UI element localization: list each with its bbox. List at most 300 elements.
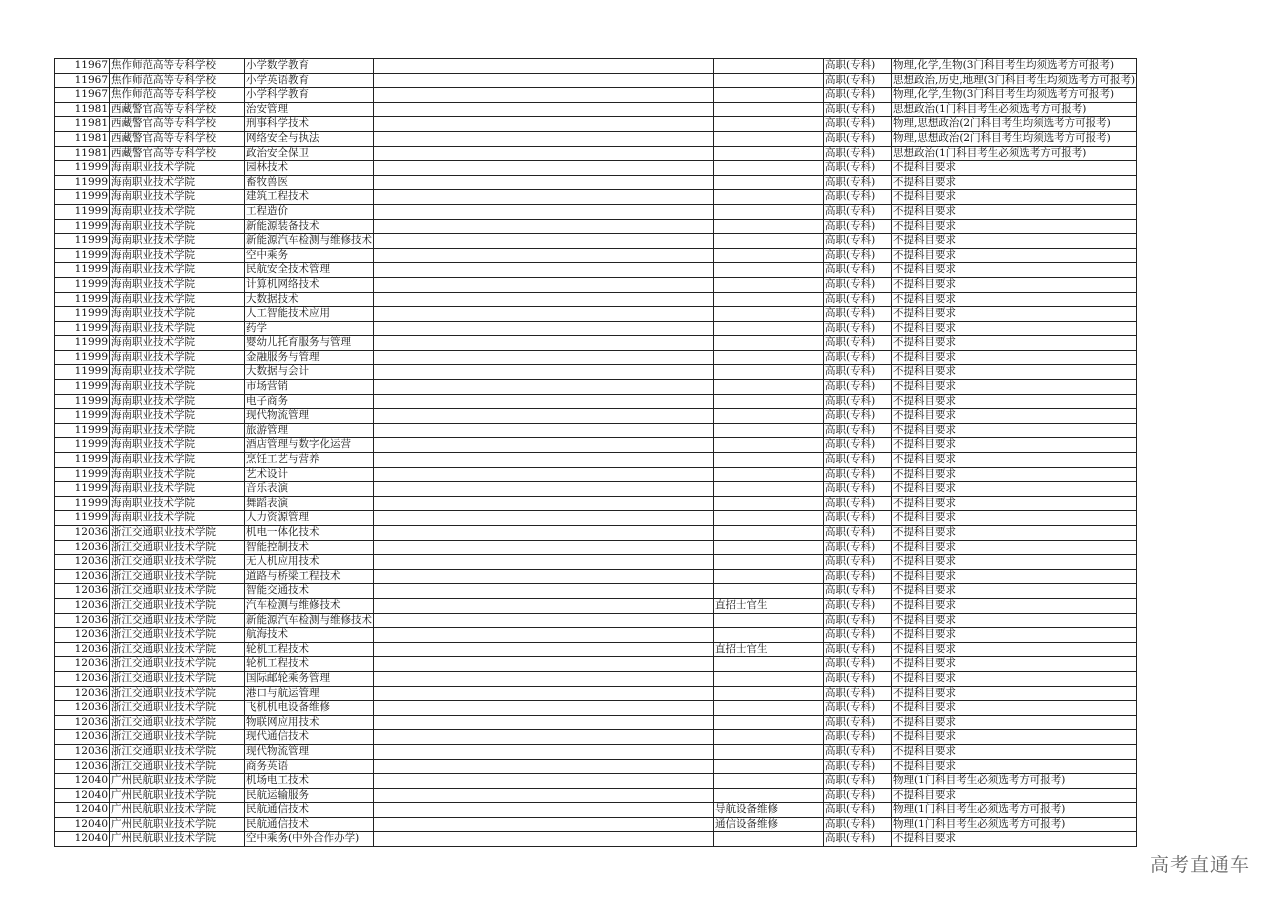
blank-cell [374,511,714,526]
note-cell [714,292,824,307]
blank-cell [374,73,714,88]
note-cell [714,540,824,555]
note-cell [714,482,824,497]
blank-cell [374,832,714,847]
major-name-cell: 机场电工技术 [245,774,374,789]
level-cell: 高职(专科) [824,526,892,541]
school-code-cell: 12036 [55,569,110,584]
table-row [55,642,1137,657]
level-cell: 高职(专科) [824,730,892,745]
school-code-cell: 11999 [55,423,110,438]
blank-cell [374,102,714,117]
school-code-cell: 12036 [55,598,110,613]
level-cell: 高职(专科) [824,131,892,146]
blank-cell [374,117,714,132]
major-name-cell: 民航通信技术 [245,803,374,818]
blank-cell [374,467,714,482]
subject-requirement-cell: 不提科目要求 [892,321,1137,336]
note-cell [714,496,824,511]
blank-cell [374,715,714,730]
major-name-cell: 轮机工程技术 [245,642,374,657]
school-name-cell: 海南职业技术学院 [110,175,245,190]
blank-cell [374,350,714,365]
major-name-cell: 舞蹈表演 [245,496,374,511]
note-cell [714,453,824,468]
subject-requirement-cell: 不提科目要求 [892,642,1137,657]
school-name-cell: 海南职业技术学院 [110,394,245,409]
subject-requirement-cell: 不提科目要求 [892,628,1137,643]
table-row [55,292,1137,307]
school-code-cell: 12036 [55,642,110,657]
school-code-cell: 11999 [55,511,110,526]
note-cell [714,409,824,424]
blank-cell [374,598,714,613]
note-cell [714,730,824,745]
school-name-cell: 浙江交通职业技术学院 [110,642,245,657]
major-name-cell: 旅游管理 [245,423,374,438]
note-cell [714,394,824,409]
table-row [55,686,1137,701]
school-code-cell: 12036 [55,671,110,686]
subject-requirement-cell: 不提科目要求 [892,394,1137,409]
school-code-cell: 11999 [55,277,110,292]
table-row [55,817,1137,832]
level-cell: 高职(专科) [824,175,892,190]
school-code-cell: 11999 [55,263,110,278]
major-name-cell: 轮机工程技术 [245,657,374,672]
subject-requirement-cell: 不提科目要求 [892,336,1137,351]
school-code-cell: 12036 [55,555,110,570]
major-name-cell: 无人机应用技术 [245,555,374,570]
table-row [55,526,1137,541]
subject-requirement-cell: 不提科目要求 [892,832,1137,847]
school-name-cell: 海南职业技术学院 [110,365,245,380]
table-row [55,438,1137,453]
note-cell [714,336,824,351]
table-row [55,190,1137,205]
level-cell: 高职(专科) [824,438,892,453]
school-code-cell: 11999 [55,496,110,511]
note-cell [714,832,824,847]
note-cell [714,321,824,336]
subject-requirement-cell: 不提科目要求 [892,657,1137,672]
school-name-cell: 海南职业技术学院 [110,453,245,468]
blank-cell [374,759,714,774]
school-name-cell: 广州民航职业技术学院 [110,817,245,832]
blank-cell [374,248,714,263]
level-cell: 高职(专科) [824,701,892,716]
school-code-cell: 11967 [55,88,110,103]
blank-cell [374,584,714,599]
note-cell [714,671,824,686]
blank-cell [374,555,714,570]
major-name-cell: 道路与桥梁工程技术 [245,569,374,584]
school-name-cell: 焦作师范高等专科学校 [110,59,245,74]
blank-cell [374,482,714,497]
note-cell [714,350,824,365]
note-cell [714,73,824,88]
blank-cell [374,613,714,628]
school-code-cell: 12036 [55,526,110,541]
note-cell [714,555,824,570]
subject-requirement-cell: 物理(1门科目考生必须选考方可报考) [892,774,1137,789]
school-name-cell: 浙江交通职业技术学院 [110,715,245,730]
level-cell: 高职(专科) [824,263,892,278]
school-name-cell: 焦作师范高等专科学校 [110,73,245,88]
major-name-cell: 机电一体化技术 [245,526,374,541]
note-cell [714,423,824,438]
note-cell [714,88,824,103]
blank-cell [374,380,714,395]
table-row [55,365,1137,380]
table-row [55,102,1137,117]
note-cell [714,569,824,584]
level-cell: 高职(专科) [824,671,892,686]
school-name-cell: 浙江交通职业技术学院 [110,701,245,716]
blank-cell [374,642,714,657]
subject-requirement-cell: 不提科目要求 [892,350,1137,365]
school-code-cell: 12036 [55,701,110,716]
school-code-cell: 11999 [55,350,110,365]
note-cell [714,161,824,176]
major-name-cell: 大数据与会计 [245,365,374,380]
school-name-cell: 浙江交通职业技术学院 [110,569,245,584]
note-cell [714,438,824,453]
note-cell [714,204,824,219]
subject-requirement-cell: 物理(1门科目考生必须选考方可报考) [892,817,1137,832]
blank-cell [374,292,714,307]
major-name-cell: 商务英语 [245,759,374,774]
level-cell: 高职(专科) [824,365,892,380]
level-cell: 高职(专科) [824,190,892,205]
major-name-cell: 民航安全技术管理 [245,263,374,278]
major-name-cell: 汽车检测与维修技术 [245,598,374,613]
table-row [55,803,1137,818]
subject-requirement-cell: 不提科目要求 [892,292,1137,307]
note-cell [714,102,824,117]
school-name-cell: 浙江交通职业技术学院 [110,598,245,613]
blank-cell [374,744,714,759]
blank-cell [374,423,714,438]
major-name-cell: 民航通信技术 [245,817,374,832]
level-cell: 高职(专科) [824,744,892,759]
watermark-text: 高考直通车 [1149,854,1250,876]
major-name-cell: 国际邮轮乘务管理 [245,671,374,686]
major-name-cell: 畜牧兽医 [245,175,374,190]
blank-cell [374,628,714,643]
level-cell: 高职(专科) [824,423,892,438]
school-name-cell: 浙江交通职业技术学院 [110,526,245,541]
school-code-cell: 11999 [55,409,110,424]
table-row [55,277,1137,292]
note-cell [714,744,824,759]
note-cell [714,365,824,380]
level-cell: 高职(专科) [824,292,892,307]
school-name-cell: 海南职业技术学院 [110,234,245,249]
table-row [55,117,1137,132]
school-code-cell: 12036 [55,759,110,774]
school-name-cell: 海南职业技术学院 [110,307,245,322]
subject-requirement-cell: 不提科目要求 [892,584,1137,599]
school-name-cell: 海南职业技术学院 [110,423,245,438]
major-name-cell: 现代物流管理 [245,744,374,759]
blank-cell [374,788,714,803]
level-cell: 高职(专科) [824,657,892,672]
note-cell [714,380,824,395]
subject-requirement-cell: 不提科目要求 [892,467,1137,482]
subject-requirement-cell: 不提科目要求 [892,496,1137,511]
school-name-cell: 海南职业技术学院 [110,350,245,365]
note-cell [714,467,824,482]
school-code-cell: 12036 [55,744,110,759]
level-cell: 高职(专科) [824,234,892,249]
blank-cell [374,817,714,832]
school-code-cell: 11981 [55,146,110,161]
blank-cell [374,438,714,453]
level-cell: 高职(专科) [824,774,892,789]
major-name-cell: 药学 [245,321,374,336]
subject-requirement-cell: 不提科目要求 [892,701,1137,716]
school-code-cell: 11999 [55,380,110,395]
level-cell: 高职(专科) [824,788,892,803]
subject-requirement-cell: 不提科目要求 [892,759,1137,774]
school-code-cell: 12040 [55,803,110,818]
subject-requirement-cell: 不提科目要求 [892,569,1137,584]
major-name-cell: 音乐表演 [245,482,374,497]
blank-cell [374,277,714,292]
school-name-cell: 浙江交通职业技术学院 [110,671,245,686]
note-cell [714,131,824,146]
subject-requirement-cell: 物理,思想政治(2门科目考生均须选考方可报考) [892,131,1137,146]
table-row [55,263,1137,278]
level-cell: 高职(专科) [824,336,892,351]
school-code-cell: 11999 [55,394,110,409]
note-cell [714,307,824,322]
level-cell: 高职(专科) [824,598,892,613]
blank-cell [374,496,714,511]
level-cell: 高职(专科) [824,59,892,74]
major-name-cell: 现代物流管理 [245,409,374,424]
subject-requirement-cell: 不提科目要求 [892,380,1137,395]
school-name-cell: 西藏警官高等专科学校 [110,131,245,146]
table-row [55,774,1137,789]
table-row [55,701,1137,716]
enrollment-requirements-table [54,58,1137,847]
level-cell: 高职(专科) [824,628,892,643]
school-name-cell: 西藏警官高等专科学校 [110,117,245,132]
school-name-cell: 广州民航职业技术学院 [110,788,245,803]
subject-requirement-cell: 物理,化学,生物(3门科目考生均须选考方可报考) [892,88,1137,103]
note-cell [714,219,824,234]
subject-requirement-cell: 思想政治,历史,地理(3门科目考生均须选考方可报考) [892,73,1137,88]
major-name-cell: 治安管理 [245,102,374,117]
subject-requirement-cell: 不提科目要求 [892,613,1137,628]
school-code-cell: 11999 [55,204,110,219]
blank-cell [374,730,714,745]
table-row [55,321,1137,336]
major-name-cell: 刑事科学技术 [245,117,374,132]
table-row [55,204,1137,219]
level-cell: 高职(专科) [824,715,892,730]
school-code-cell: 11981 [55,131,110,146]
level-cell: 高职(专科) [824,569,892,584]
major-name-cell: 网络安全与执法 [245,131,374,146]
level-cell: 高职(专科) [824,613,892,628]
major-name-cell: 电子商务 [245,394,374,409]
school-code-cell: 12036 [55,657,110,672]
school-code-cell: 12036 [55,613,110,628]
level-cell: 高职(专科) [824,409,892,424]
note-cell [714,774,824,789]
school-name-cell: 海南职业技术学院 [110,190,245,205]
note-cell [714,657,824,672]
major-name-cell: 新能源装备技术 [245,219,374,234]
major-name-cell: 建筑工程技术 [245,190,374,205]
school-name-cell: 西藏警官高等专科学校 [110,102,245,117]
subject-requirement-cell: 思想政治(1门科目考生必须选考方可报考) [892,102,1137,117]
table-row [55,657,1137,672]
major-name-cell: 新能源汽车检测与维修技术 [245,613,374,628]
major-name-cell: 人工智能技术应用 [245,307,374,322]
table-row [55,482,1137,497]
table-row [55,336,1137,351]
table-row [55,788,1137,803]
school-code-cell: 11981 [55,117,110,132]
note-cell [714,117,824,132]
school-code-cell: 11999 [55,175,110,190]
school-code-cell: 11967 [55,73,110,88]
school-code-cell: 11967 [55,59,110,74]
subject-requirement-cell: 不提科目要求 [892,788,1137,803]
subject-requirement-cell: 不提科目要求 [892,234,1137,249]
subject-requirement-cell: 不提科目要求 [892,365,1137,380]
table-row [55,234,1137,249]
note-cell [714,526,824,541]
major-name-cell: 大数据技术 [245,292,374,307]
table-row [55,423,1137,438]
table-row [55,394,1137,409]
level-cell: 高职(专科) [824,642,892,657]
school-code-cell: 12036 [55,715,110,730]
subject-requirement-cell: 不提科目要求 [892,686,1137,701]
subject-requirement-cell: 不提科目要求 [892,482,1137,497]
note-cell [714,715,824,730]
table-body [55,59,1137,847]
note-cell [714,584,824,599]
school-name-cell: 浙江交通职业技术学院 [110,730,245,745]
blank-cell [374,365,714,380]
school-code-cell: 12040 [55,817,110,832]
note-cell [714,146,824,161]
note-cell [714,701,824,716]
level-cell: 高职(专科) [824,759,892,774]
note-cell [714,628,824,643]
subject-requirement-cell: 不提科目要求 [892,453,1137,468]
table-row [55,511,1137,526]
school-name-cell: 浙江交通职业技术学院 [110,657,245,672]
table-row [55,380,1137,395]
major-name-cell: 酒店管理与数字化运营 [245,438,374,453]
level-cell: 高职(专科) [824,496,892,511]
subject-requirement-cell: 不提科目要求 [892,671,1137,686]
blank-cell [374,453,714,468]
table-row [55,628,1137,643]
major-name-cell: 烹饪工艺与营养 [245,453,374,468]
school-code-cell: 11999 [55,365,110,380]
subject-requirement-cell: 不提科目要求 [892,715,1137,730]
level-cell: 高职(专科) [824,204,892,219]
blank-cell [374,263,714,278]
table-row [55,671,1137,686]
major-name-cell: 小学英语教育 [245,73,374,88]
major-name-cell: 智能控制技术 [245,540,374,555]
blank-cell [374,234,714,249]
school-code-cell: 11999 [55,161,110,176]
level-cell: 高职(专科) [824,511,892,526]
school-name-cell: 海南职业技术学院 [110,438,245,453]
blank-cell [374,321,714,336]
blank-cell [374,219,714,234]
blank-cell [374,175,714,190]
level-cell: 高职(专科) [824,584,892,599]
note-cell [714,788,824,803]
school-name-cell: 海南职业技术学院 [110,380,245,395]
school-name-cell: 浙江交通职业技术学院 [110,628,245,643]
table-row [55,598,1137,613]
table-row [55,248,1137,263]
major-name-cell: 新能源汽车检测与维修技术 [245,234,374,249]
major-name-cell: 婴幼儿托育服务与管理 [245,336,374,351]
school-code-cell: 12036 [55,584,110,599]
table-row [55,730,1137,745]
level-cell: 高职(专科) [824,88,892,103]
blank-cell [374,569,714,584]
subject-requirement-cell: 不提科目要求 [892,409,1137,424]
table-row [55,584,1137,599]
school-code-cell: 12036 [55,540,110,555]
school-name-cell: 海南职业技术学院 [110,219,245,234]
level-cell: 高职(专科) [824,482,892,497]
blank-cell [374,190,714,205]
level-cell: 高职(专科) [824,453,892,468]
table-row [55,453,1137,468]
major-name-cell: 现代通信技术 [245,730,374,745]
school-code-cell: 11999 [55,234,110,249]
school-code-cell: 11999 [55,292,110,307]
major-name-cell: 人力资源管理 [245,511,374,526]
school-name-cell: 广州民航职业技术学院 [110,803,245,818]
school-name-cell: 海南职业技术学院 [110,321,245,336]
blank-cell [374,526,714,541]
school-code-cell: 12040 [55,774,110,789]
subject-requirement-cell: 物理,化学,生物(3门科目考生均须选考方可报考) [892,59,1137,74]
subject-requirement-cell: 物理,思想政治(2门科目考生均须选考方可报考) [892,117,1137,132]
table-row [55,540,1137,555]
level-cell: 高职(专科) [824,248,892,263]
school-name-cell: 浙江交通职业技术学院 [110,686,245,701]
school-code-cell: 11999 [55,307,110,322]
school-code-cell: 12036 [55,730,110,745]
major-name-cell: 智能交通技术 [245,584,374,599]
school-name-cell: 浙江交通职业技术学院 [110,584,245,599]
level-cell: 高职(专科) [824,555,892,570]
level-cell: 高职(专科) [824,102,892,117]
school-name-cell: 广州民航职业技术学院 [110,774,245,789]
note-cell [714,248,824,263]
level-cell: 高职(专科) [824,686,892,701]
school-code-cell: 12036 [55,628,110,643]
level-cell: 高职(专科) [824,394,892,409]
